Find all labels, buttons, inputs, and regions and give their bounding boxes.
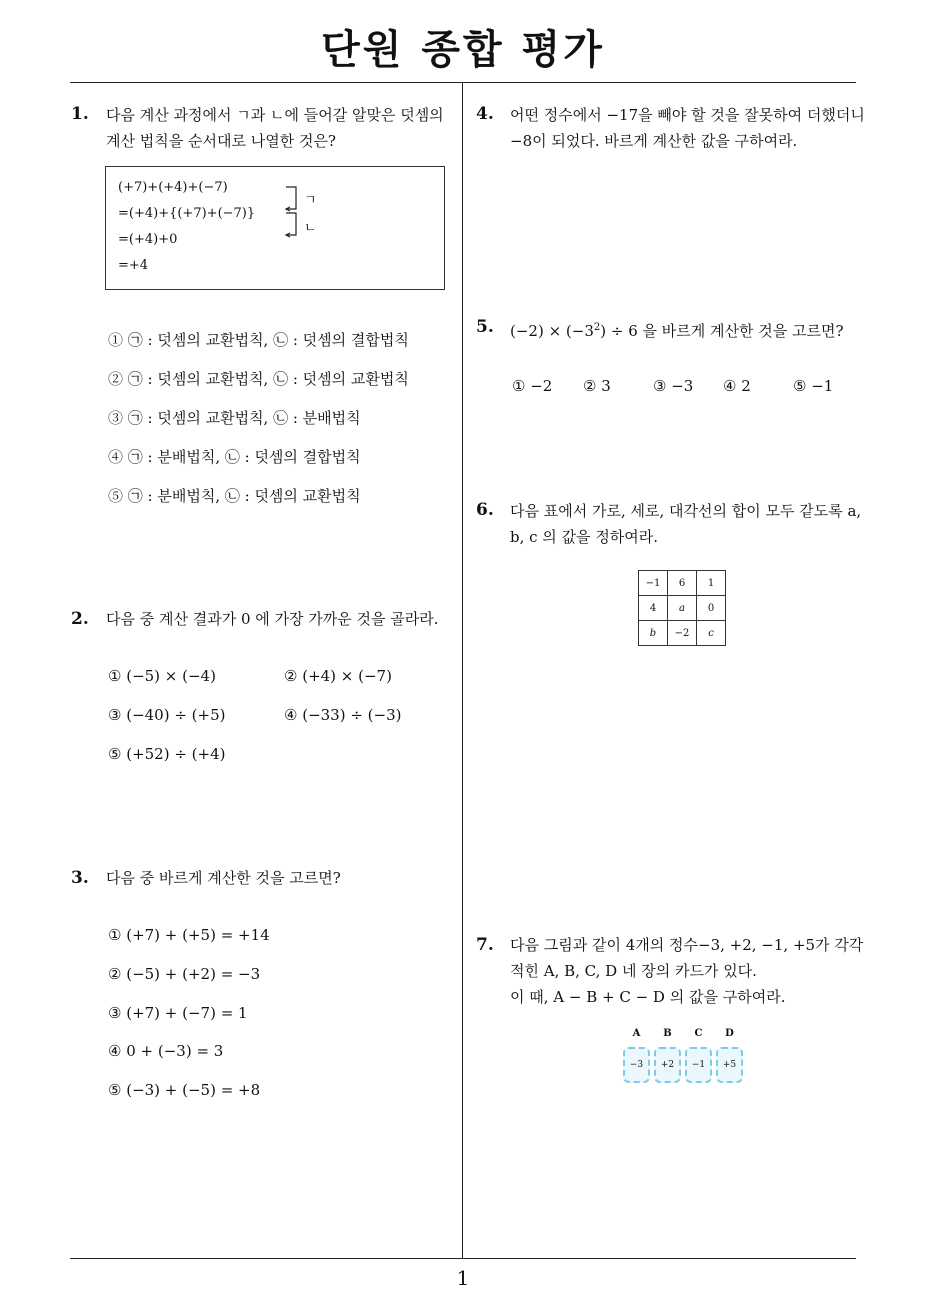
option-4[interactable]: ④ ㉠ : 분배법칙, ㉡ : 덧셈의 결합법칙 [108,448,361,466]
question-number: 1. [71,104,89,124]
question-text [510,315,844,344]
card-label-b: B [663,1028,672,1039]
table-row [639,596,726,621]
card-a: −3 [623,1047,650,1083]
calc-step: (+7)+(+4)+(−7) [118,180,228,195]
question-number: 3. [71,868,89,888]
table-cell: 1 [697,571,726,596]
page-title: 단원 종합 평가 [321,27,605,73]
question-text-post: ) ÷ 6 을 바르게 계산한 것을 고르면? [600,322,844,340]
bracket-label-a: ㄱ [304,193,317,208]
table-cell: 0 [697,596,726,621]
option-2[interactable]: ② (+4) × (−7) [284,667,392,685]
option-4[interactable]: ④ (−33) ÷ (−3) [284,706,402,724]
question-text-line: 다음 표에서 가로, 세로, 대각선의 합이 모두 같도록 a, [510,502,862,520]
card-d: +5 [716,1047,743,1083]
card-c: −1 [685,1047,712,1083]
column-divider [462,83,463,1258]
card-label-c: C [694,1028,703,1039]
top-rule [70,82,856,83]
option-1[interactable]: ① −2 [512,377,553,395]
question-text-line: 어떤 정수에서 −17을 빼야 할 것을 잘못하여 더했더니 [510,106,865,124]
magic-square-table [638,570,726,646]
option-5[interactable]: ⑤ (+52) ÷ (+4) [108,745,226,763]
option-5[interactable]: ⑤ ㉠ : 분배법칙, ㉡ : 덧셈의 교환법칙 [108,487,361,505]
question-text-line: −8이 되었다. 바르게 계산한 값을 구하여라. [510,132,798,150]
page-number: 1 [456,1266,470,1290]
option-4[interactable]: ④ 2 [723,377,751,395]
option-3[interactable]: ③ −3 [653,377,694,395]
table-cell: b [639,621,668,646]
question-text: 다음 중 계산 결과가 0 에 가장 가까운 것을 골라라. [106,610,439,628]
question-text-pre: (−2) × (−3 [510,322,594,340]
option-3[interactable]: ③ (+7) + (−7) = 1 [108,1004,248,1022]
question-number: 2. [71,609,89,629]
bracket-label-b: ㄴ [304,221,317,236]
option-5[interactable]: ⑤ (−3) + (−5) = +8 [108,1081,261,1099]
option-1[interactable]: ① (+7) + (+5) = +14 [108,926,270,944]
table-cell: −2 [668,621,697,646]
calc-step: =(+4)+{(+7)+(−7)} [118,206,256,221]
table-row [639,621,726,646]
exponent: 2 [593,322,601,333]
question-number: 6. [476,500,494,520]
card-label-a: A [632,1028,641,1039]
option-3[interactable]: ③ ㉠ : 덧셈의 교환법칙, ㉡ : 분배법칙 [108,409,361,427]
option-5[interactable]: ⑤ −1 [793,377,834,395]
table-cell: 6 [668,571,697,596]
option-2[interactable]: ② (−5) + (+2) = −3 [108,965,261,983]
table-cell: c [697,621,726,646]
calc-step: =(+4)+0 [118,232,178,247]
question-number: 5. [476,317,494,337]
table-row [639,571,726,596]
question-text-line: 다음 그림과 같이 4개의 정수−3, +2, −1, +5가 각각 [510,936,864,954]
option-1[interactable]: ① ㉠ : 덧셈의 교환법칙, ㉡ : 덧셈의 결합법칙 [108,331,409,349]
option-2[interactable]: ② 3 [583,377,611,395]
question-text-line: 적힌 A, B, C, D 네 장의 카드가 있다. [510,962,757,980]
question-number: 7. [476,935,494,955]
option-3[interactable]: ③ (−40) ÷ (+5) [108,706,226,724]
calculation-box [105,166,445,290]
question-text-line: 계산 법칙을 순서대로 나열한 것은? [106,132,336,150]
table-cell: a [668,596,697,621]
question-text-line: 다음 계산 과정에서 ㄱ과 ㄴ에 들어갈 알맞은 덧셈의 [106,106,444,124]
question-number: 4. [476,104,494,124]
table-cell: −1 [639,571,668,596]
table-cell: 4 [639,596,668,621]
bottom-rule [70,1258,856,1259]
question-text: 다음 중 바르게 계산한 것을 고르면? [106,869,341,887]
question-text-line: b, c 의 값을 정하여라. [510,528,659,546]
card-label-d: D [725,1028,734,1039]
option-4[interactable]: ④ 0 + (−3) = 3 [108,1042,224,1060]
calc-step: =+4 [118,258,149,273]
question-text-line: 이 때, A − B + C − D 의 값을 구하여라. [510,988,786,1006]
option-2[interactable]: ② ㉠ : 덧셈의 교환법칙, ㉡ : 덧셈의 교환법칙 [108,370,409,388]
option-1[interactable]: ① (−5) × (−4) [108,667,216,685]
card-b: +2 [654,1047,681,1083]
